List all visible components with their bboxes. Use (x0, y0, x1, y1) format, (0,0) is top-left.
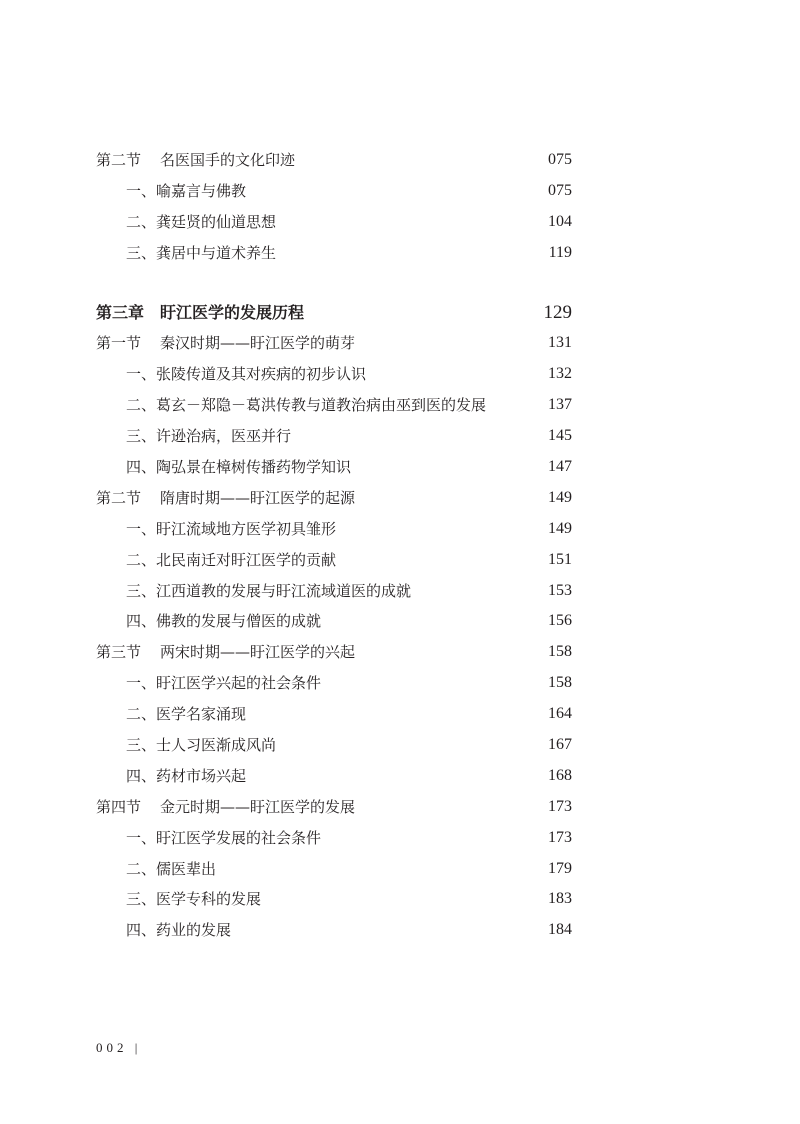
item-title: 四、药材市场兴起 (126, 766, 247, 785)
page-number: 075 (548, 151, 572, 168)
item-title: 一、张陵传道及其对疾病的初步认识 (126, 365, 367, 384)
toc-item-row[interactable] (96, 176, 572, 207)
item-title: 四、佛教的发展与僧医的成就 (126, 612, 322, 631)
item-title: 一、盱江医学发展的社会条件 (126, 828, 322, 847)
section-title: 两宋时期——盱江医学的兴起 (160, 643, 356, 662)
item-title: 一、喻嘉言与佛教 (126, 181, 247, 200)
section-label: 第二节 (96, 151, 142, 169)
toc-item-row[interactable] (96, 854, 572, 885)
toc-item-row[interactable] (96, 421, 572, 452)
toc-item-row[interactable] (96, 730, 572, 761)
page-number: 168 (548, 766, 572, 784)
page-number: 183 (548, 890, 572, 908)
page-number: 158 (548, 674, 572, 692)
section-label: 第三节 (96, 643, 142, 662)
page-number: 184 (548, 921, 572, 939)
toc-chapter-row[interactable] (96, 298, 572, 329)
page-number: 153 (548, 581, 572, 599)
item-title: 二、医学名家涌现 (126, 705, 247, 724)
toc-section-row[interactable] (96, 483, 572, 514)
toc-item-row[interactable] (96, 915, 572, 946)
toc-item-row[interactable] (96, 668, 572, 699)
toc-item-row[interactable] (96, 514, 572, 545)
page-number: 149 (548, 488, 572, 506)
page-number: 149 (548, 519, 572, 537)
section-title: 名医国手的文化印迹 (160, 151, 296, 169)
page-number: 104 (548, 212, 572, 230)
toc-item-row[interactable] (96, 884, 572, 915)
item-title: 三、龚居中与道术养生 (126, 243, 277, 262)
toc-item-row[interactable] (96, 545, 572, 576)
item-title: 二、龚廷贤的仙道思想 (126, 212, 277, 231)
page-number: 156 (548, 612, 572, 630)
item-title: 三、士人习医渐成风尚 (126, 736, 277, 755)
item-title: 二、儒医辈出 (126, 859, 217, 878)
chapter-title: 盱江医学的发展历程 (160, 302, 305, 322)
page-number: 164 (548, 705, 572, 723)
toc-item-row[interactable] (96, 359, 572, 390)
page-number: 179 (548, 859, 572, 877)
page-number: 158 (548, 643, 572, 661)
toc-section-row[interactable] (96, 637, 572, 668)
item-title: 一、盱江流域地方医学初具雏形 (126, 519, 337, 538)
item-title: 二、葛玄－郑隐－葛洪传教与道教治病由巫到医的发展 (126, 396, 487, 415)
section-label: 第一节 (96, 334, 142, 353)
item-title: 三、江西道教的发展与盱江流域道医的成就 (126, 581, 412, 600)
toc-item-row[interactable] (96, 390, 572, 421)
page-number: 132 (548, 365, 572, 383)
item-title: 二、北民南迁对盱江医学的贡献 (126, 550, 337, 569)
section-title: 秦汉时期——盱江医学的萌芽 (160, 334, 356, 353)
page-number: 075 (548, 181, 572, 199)
toc-item-row[interactable] (96, 576, 572, 607)
chapter-label: 第三章 (96, 302, 145, 322)
page-number: 137 (548, 396, 572, 414)
page-folio: 002 | (96, 1040, 142, 1055)
section-title: 金元时期——盱江医学的发展 (160, 797, 356, 816)
toc-item-row[interactable] (96, 207, 572, 238)
page-number: 173 (548, 828, 572, 846)
page-number: 145 (548, 427, 572, 445)
section-label: 第四节 (96, 797, 142, 816)
toc-item-row[interactable] (96, 606, 572, 637)
toc-item-row[interactable] (96, 823, 572, 854)
toc-item-row[interactable] (96, 452, 572, 483)
section-title: 隋唐时期——盱江医学的起源 (160, 488, 356, 507)
page-number: 151 (548, 550, 572, 568)
section-label: 第二节 (96, 488, 142, 507)
page-number: 147 (548, 458, 572, 476)
item-title: 四、药业的发展 (126, 921, 232, 940)
table-of-contents (96, 145, 572, 946)
page-number: 167 (548, 736, 572, 754)
toc-item-row[interactable] (96, 699, 572, 730)
page-number: 131 (548, 334, 572, 352)
spacer (96, 269, 572, 298)
toc-section-row[interactable] (96, 145, 572, 176)
page-number: 119 (548, 243, 572, 261)
toc-section-row[interactable] (96, 328, 572, 359)
item-title: 一、盱江医学兴起的社会条件 (126, 674, 322, 693)
toc-item-row[interactable] (96, 238, 572, 269)
page-number: 173 (548, 797, 572, 815)
item-title: 三、医学专科的发展 (126, 890, 262, 909)
toc-item-row[interactable] (96, 761, 572, 792)
item-title: 四、陶弘景在樟树传播药物学知识 (126, 458, 352, 477)
item-title: 三、许逊治病，医巫并行 (126, 427, 292, 446)
toc-section-row[interactable] (96, 792, 572, 823)
page-number: 129 (543, 301, 572, 323)
